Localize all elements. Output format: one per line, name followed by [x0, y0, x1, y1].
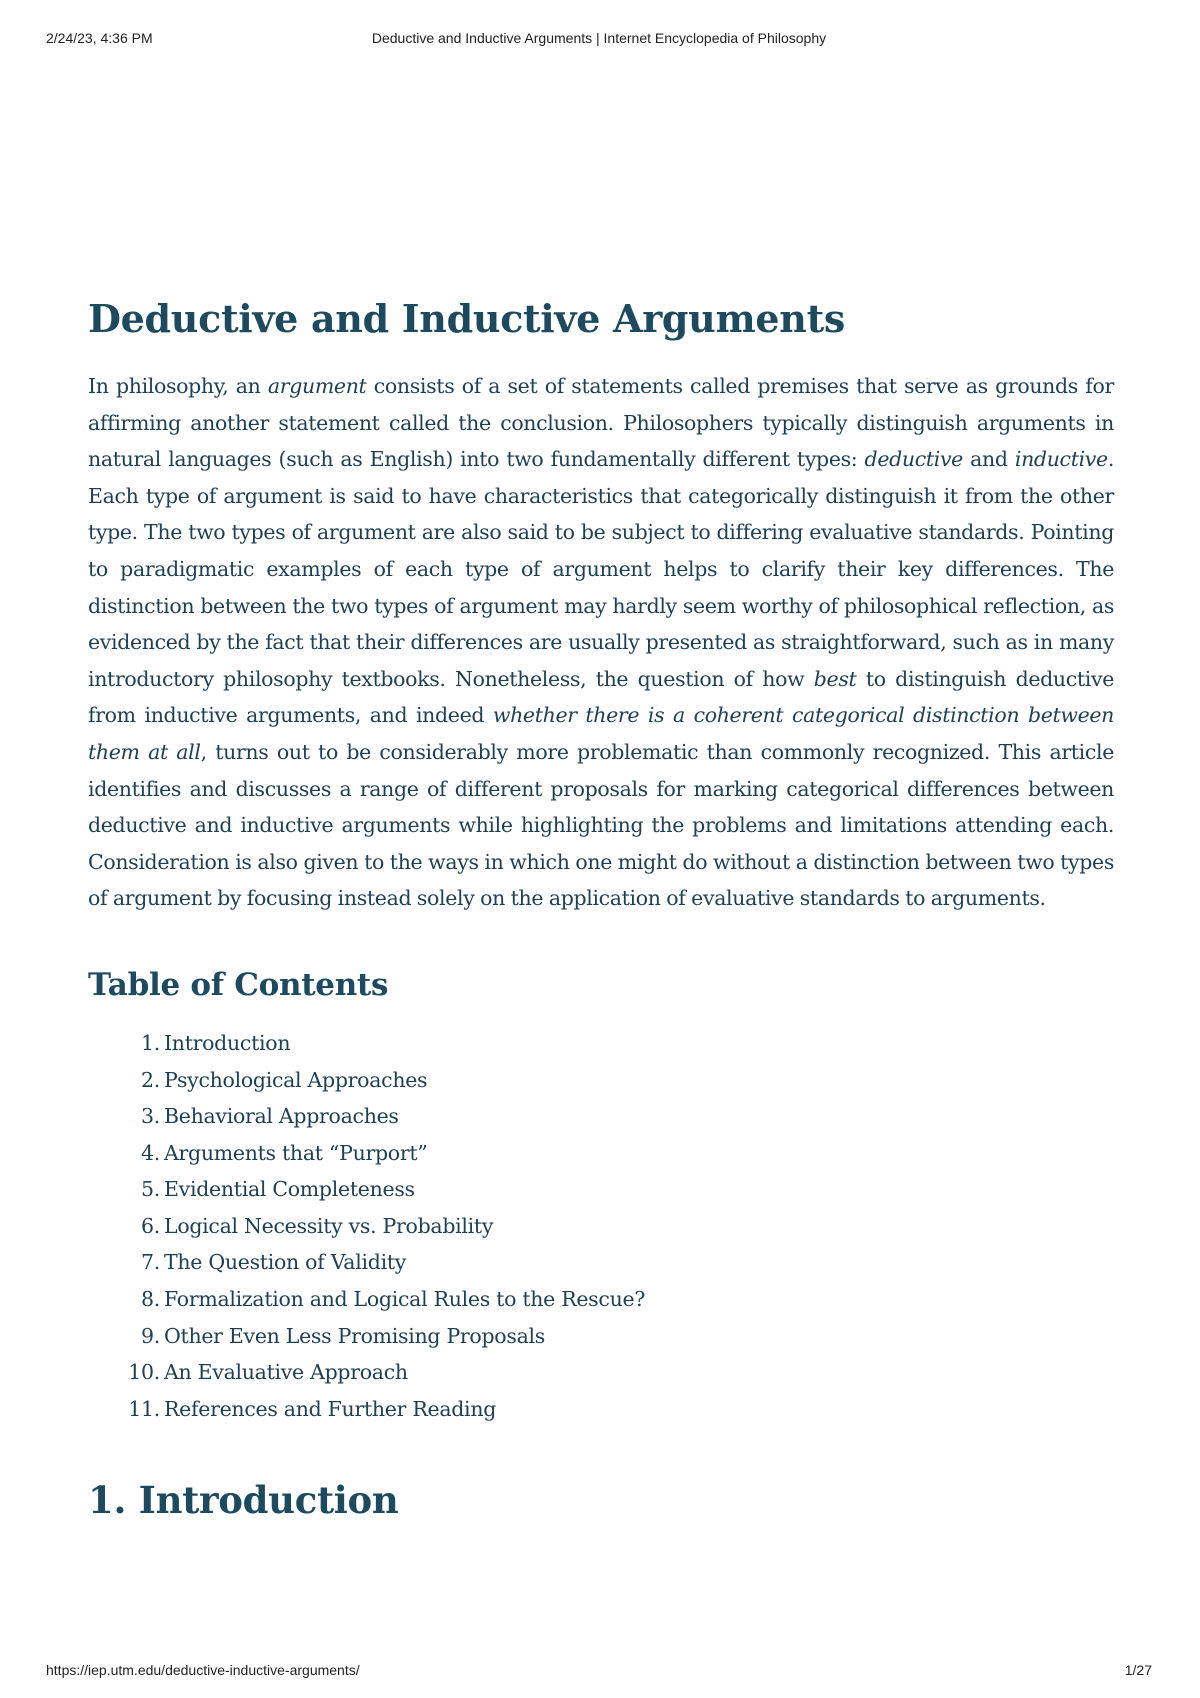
toc-heading: Table of Contents: [88, 966, 389, 1003]
toc-item-number: 11.: [128, 1396, 160, 1421]
preamble-emphasis: whether there is a coherent categorical distinction between them at all: [88, 703, 1114, 764]
toc-item-number: 2.: [141, 1067, 160, 1092]
toc-item-label: References and Further Reading: [164, 1396, 497, 1421]
toc-item-question-of-validity[interactable]: [141, 1244, 1114, 1281]
toc-item-number: 7.: [141, 1250, 160, 1275]
toc-item-label: Psychological Approaches: [164, 1067, 428, 1092]
toc-item-number: 6.: [141, 1213, 160, 1238]
print-footer: [46, 1662, 1152, 1682]
toc-item-formalization[interactable]: [141, 1281, 1114, 1318]
toc-item-number: 9.: [141, 1323, 160, 1348]
toc-item-number: 5.: [141, 1177, 160, 1202]
toc-item-label: Arguments that “Purport”: [164, 1140, 428, 1165]
print-url: https://iep.utm.edu/deductive-inductive-arguments/: [46, 1662, 360, 1678]
preamble-text: consists of a set of statements called premises that serve as grounds for affirming another statement called the conclusion. Philosophers typically distinguish arguments in natural languages (such as English) into two fundamentally different types:: [88, 374, 1114, 472]
print-header: [46, 30, 1152, 50]
toc-item-number: 4.: [141, 1140, 160, 1165]
preamble-emphasis: inductive: [1014, 447, 1108, 472]
preamble-text: to distinguish deductive from inductive arguments, and indeed: [88, 666, 1114, 728]
article-preamble: [88, 368, 1114, 917]
article-title: Deductive and Inductive Arguments: [88, 296, 845, 341]
toc-item-label: Other Even Less Promising Proposals: [164, 1323, 545, 1348]
preamble-emphasis: best: [813, 666, 857, 691]
toc-item-label: An Evaluative Approach: [164, 1360, 408, 1385]
table-of-contents: [88, 1025, 1114, 1428]
preamble-emphasis: argument: [267, 374, 367, 398]
toc-item-label: Evidential Completeness: [164, 1177, 415, 1202]
section-heading-introduction: 1. Introduction: [88, 1478, 399, 1523]
toc-item-number: 10.: [128, 1360, 160, 1385]
preamble-text: . Each type of argument is said to have characteristics that categorically distinguish it from the other type. The two types of argument are also said to be subject to differing evaluative standards. Pointing to paradigmatic examples of each type of argument helps to clarify their key differences. The distinction between the two types of argument may hardly seem worthy of philosophical reflection, as evidenced by the fact that their differences are usually presented as straightforward, such as in many introductory philosophy textbooks. Nonetheless, the question of how: [88, 447, 1114, 691]
toc-item-number: 8.: [141, 1287, 160, 1312]
toc-item-label: The Question of Validity: [164, 1250, 407, 1275]
toc-item-other-proposals[interactable]: [141, 1318, 1114, 1355]
toc-item-label: Introduction: [164, 1030, 291, 1055]
toc-item-number: 3.: [141, 1104, 160, 1129]
toc-item-number: 1.: [141, 1030, 160, 1055]
toc-item-introduction[interactable]: [141, 1025, 1114, 1062]
print-page-number: 1/27: [1124, 1662, 1152, 1678]
print-datetime: 2/24/23, 4:36 PM: [46, 30, 153, 46]
toc-item-logical-necessity[interactable]: [141, 1208, 1114, 1245]
preamble-text: In philosophy, an: [88, 374, 268, 398]
toc-item-references[interactable]: [128, 1391, 1114, 1428]
preamble-text: , turns out to be considerably more problematic than commonly recognized. This article identifies and discusses a range of different proposals for marking categorical differences between deductive and inductive arguments while highlighting the problems and limitations attending each. Consideration is also given to the ways in which one might do without a distinction between two types of argument by focusing instead solely on the application of evaluative standards to arguments.: [88, 739, 1114, 911]
toc-item-label: Logical Necessity vs. Probability: [164, 1213, 494, 1238]
preamble-text: and: [962, 447, 1015, 472]
toc-item-evaluative-approach[interactable]: [128, 1354, 1114, 1391]
toc-item-label: Formalization and Logical Rules to the Rescue?: [164, 1287, 646, 1312]
toc-item-behavioral-approaches[interactable]: [141, 1098, 1114, 1135]
toc-item-psychological-approaches[interactable]: [141, 1062, 1114, 1099]
toc-item-evidential-completeness[interactable]: [141, 1171, 1114, 1208]
preamble-emphasis: deductive: [864, 447, 963, 472]
toc-item-arguments-that-purport[interactable]: [141, 1135, 1114, 1172]
toc-item-label: Behavioral Approaches: [164, 1104, 399, 1129]
print-page-title: Deductive and Inductive Arguments | Internet Encyclopedia of Philosophy: [371, 30, 827, 46]
article-content: [88, 296, 1114, 1523]
